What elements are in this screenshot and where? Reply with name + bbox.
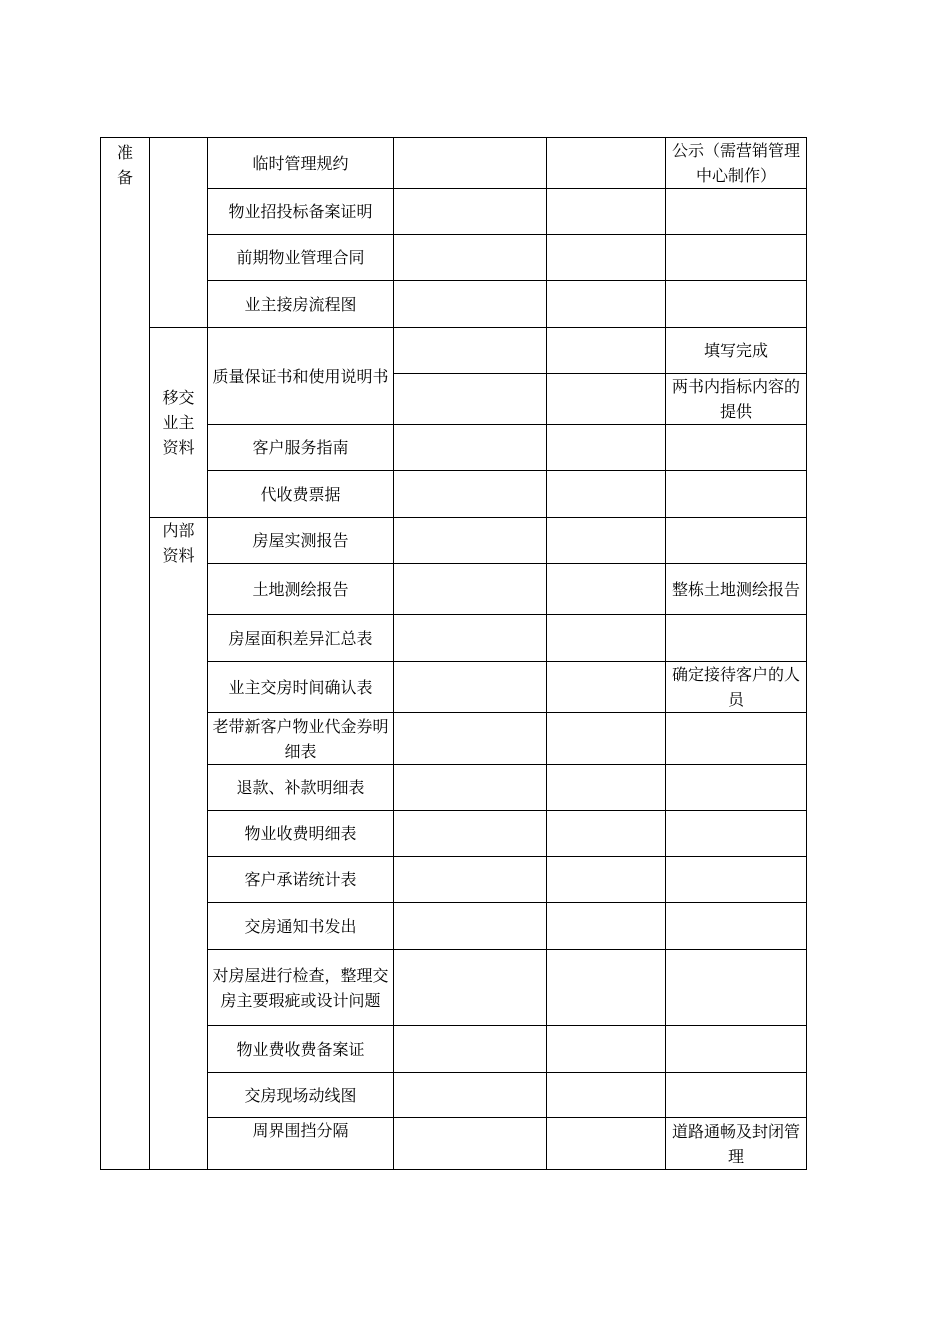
note-cell xyxy=(666,1073,807,1118)
note-cell xyxy=(666,189,807,235)
blank-cell xyxy=(394,328,547,374)
item-cell: 代收费票据 xyxy=(208,471,394,518)
blank-cell xyxy=(394,471,547,518)
blank-cell xyxy=(394,765,547,811)
item-cell: 物业收费明细表 xyxy=(208,811,394,857)
blank-cell xyxy=(394,189,547,235)
item-cell: 业主交房时间确认表 xyxy=(208,662,394,713)
blank-cell xyxy=(547,235,666,281)
note-cell xyxy=(666,811,807,857)
note-cell: 确定接待客户的人员 xyxy=(666,662,807,713)
blank-cell xyxy=(394,518,547,564)
note-cell xyxy=(666,471,807,518)
item-cell: 交房现场动线图 xyxy=(208,1073,394,1118)
item-cell: 退款、补款明细表 xyxy=(208,765,394,811)
blank-cell xyxy=(547,1026,666,1073)
blank-cell xyxy=(547,662,666,713)
note-cell xyxy=(666,615,807,662)
note-cell: 道路通畅及封闭管理 xyxy=(666,1118,807,1170)
blank-cell xyxy=(547,189,666,235)
category-label: 内部 资料 xyxy=(162,521,195,565)
item-cell: 客户服务指南 xyxy=(208,425,394,471)
blank-cell xyxy=(394,615,547,662)
blank-cell xyxy=(394,1026,547,1073)
blank-cell xyxy=(547,713,666,765)
item-cell: 客户承诺统计表 xyxy=(208,857,394,903)
blank-cell xyxy=(547,615,666,662)
blank-cell xyxy=(394,425,547,471)
table-row xyxy=(101,518,807,564)
phase-label: 准 备 xyxy=(116,143,133,187)
blank-cell xyxy=(394,1073,547,1118)
note-cell xyxy=(666,281,807,328)
blank-cell xyxy=(547,1118,666,1170)
blank-cell xyxy=(547,811,666,857)
blank-cell xyxy=(547,564,666,615)
blank-cell xyxy=(394,662,547,713)
blank-cell xyxy=(394,1118,547,1170)
blank-cell xyxy=(394,857,547,903)
item-cell: 质量保证书和使用说明书 xyxy=(208,328,394,425)
item-cell: 交房通知书发出 xyxy=(208,903,394,950)
item-cell: 周界围挡分隔 xyxy=(208,1118,394,1170)
blank-cell xyxy=(394,713,547,765)
item-cell: 业主接房流程图 xyxy=(208,281,394,328)
blank-cell xyxy=(394,811,547,857)
note-cell xyxy=(666,518,807,564)
item-cell: 临时管理规约 xyxy=(208,138,394,189)
note-cell: 填写完成 xyxy=(666,328,807,374)
blank-cell xyxy=(394,235,547,281)
blank-cell xyxy=(547,857,666,903)
category-cell-handover xyxy=(150,328,208,518)
blank-cell xyxy=(547,471,666,518)
blank-cell xyxy=(547,903,666,950)
handover-checklist-table xyxy=(100,137,807,1170)
item-cell: 前期物业管理合同 xyxy=(208,235,394,281)
note-cell xyxy=(666,713,807,765)
table-row xyxy=(101,328,807,374)
blank-cell xyxy=(547,138,666,189)
note-cell xyxy=(666,903,807,950)
note-cell: 公示（需营销管理中心制作） xyxy=(666,138,807,189)
blank-cell xyxy=(394,564,547,615)
blank-cell xyxy=(547,1073,666,1118)
blank-cell xyxy=(547,518,666,564)
table-row xyxy=(101,138,807,189)
note-cell xyxy=(666,1026,807,1073)
item-cell: 土地测绘报告 xyxy=(208,564,394,615)
item-cell: 房屋实测报告 xyxy=(208,518,394,564)
item-cell: 物业招投标备案证明 xyxy=(208,189,394,235)
category-cell-internal xyxy=(150,518,208,1170)
blank-cell xyxy=(547,374,666,425)
note-cell xyxy=(666,235,807,281)
item-cell: 老带新客户物业代金券明细表 xyxy=(208,713,394,765)
blank-cell xyxy=(547,328,666,374)
blank-cell xyxy=(394,138,547,189)
blank-cell xyxy=(394,281,547,328)
blank-cell xyxy=(547,765,666,811)
item-cell: 对房屋进行检查，整理交房主要瑕疵或设计问题 xyxy=(208,950,394,1026)
item-cell: 物业费收费备案证 xyxy=(208,1026,394,1073)
note-cell: 整栋土地测绘报告 xyxy=(666,564,807,615)
note-cell xyxy=(666,857,807,903)
note-cell xyxy=(666,765,807,811)
blank-cell xyxy=(547,950,666,1026)
item-cell: 房屋面积差异汇总表 xyxy=(208,615,394,662)
phase-cell xyxy=(101,138,150,1170)
blank-cell xyxy=(547,425,666,471)
category-cell-empty xyxy=(150,138,208,328)
note-cell: 两书内指标内容的提供 xyxy=(666,374,807,425)
blank-cell xyxy=(394,950,547,1026)
blank-cell xyxy=(547,281,666,328)
category-label: 移交 业主 资料 xyxy=(162,388,195,457)
note-cell xyxy=(666,425,807,471)
note-cell xyxy=(666,950,807,1026)
blank-cell xyxy=(394,903,547,950)
blank-cell xyxy=(394,374,547,425)
